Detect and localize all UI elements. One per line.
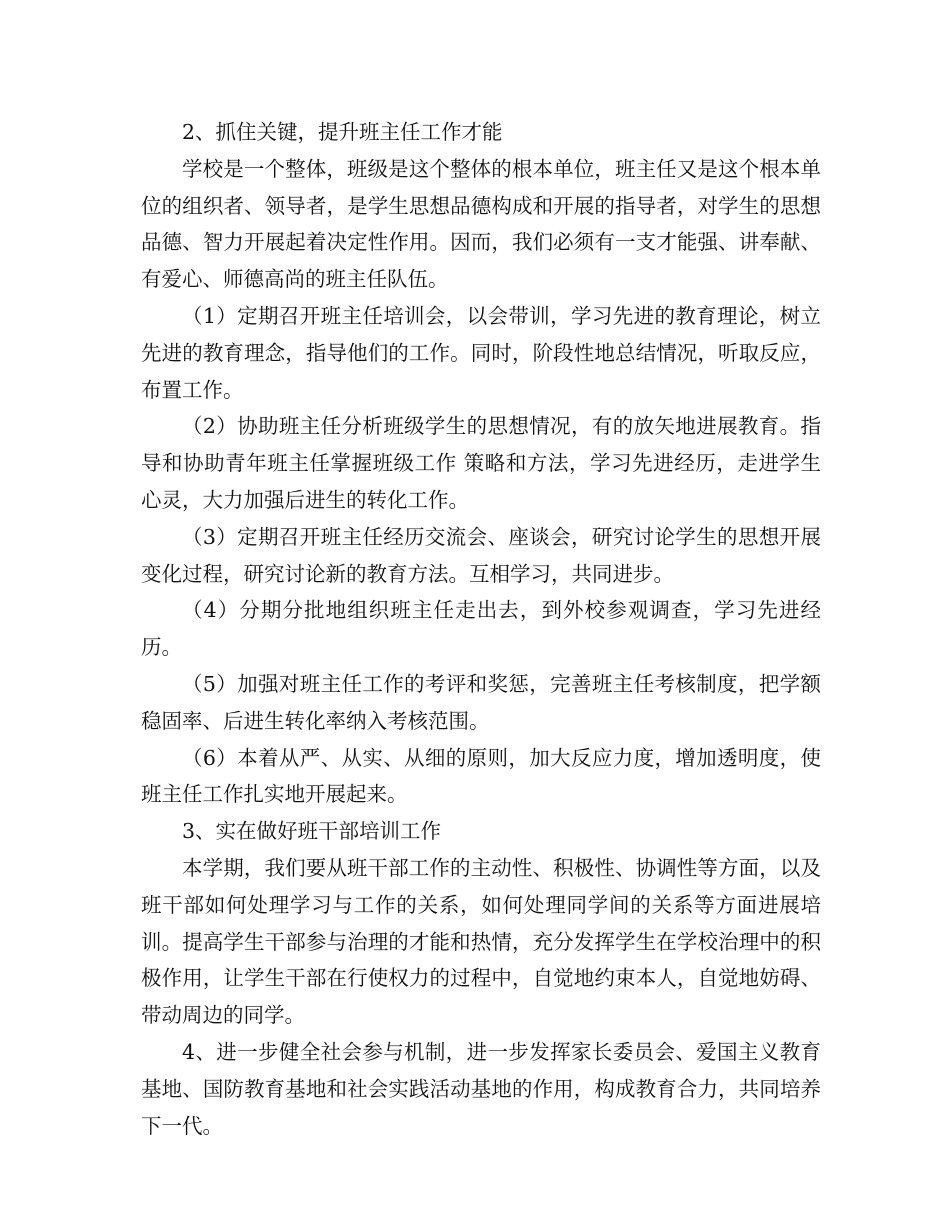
body-paragraph: 4、进一步健全社会参与机制，进一步发挥家长委员会、爱国主义教育基地、国防教育基地和社会实践活动基地的作用，构成教育合力，共同培养下一代。	[141, 1039, 821, 1138]
section-heading: 2、抓住关键，提升班主任工作才能	[182, 120, 503, 144]
list-item: （5）加强对班主任工作的考评和奖惩，完善班主任考核制度，把学额稳固率、后进生转化率纳入考核范围。	[141, 671, 821, 733]
body-paragraph: 学校是一个整体，班级是这个整体的根本单位，班主任又是这个根本单位的组织者、领导者，是学生思想品德构成和开展的指导者，对学生的思想品德、智力开展起着决定性作用。因而，我们必须有一支才能强、讲奉献、有爱心、师德高尚的班主任队伍。	[141, 156, 821, 292]
list-item: （2）协助班主任分析班级学生的思想情况，有的放矢地进展教育。指导和协助青年班主任掌握班级工作 策略和方法，学习先进经历，走进学生心灵，大力加强后进生的转化工作。	[141, 414, 821, 512]
section-heading: 3、实在做好班干部培训工作	[182, 819, 442, 844]
list-item: （4）分期分批地组织班主任走出去，到外校参观调查，学习先进经历。	[141, 598, 821, 660]
document-page	[141, 114, 821, 1144]
body-paragraph: 本学期，我们要从班干部工作的主动性、积极性、协调性等方面，以及班干部如何处理学习与工作的关系，如何处理同学间的关系等方面进展培训。提高学生干部参与治理的才能和热情，充分发挥学生在学校治理中的积极作用，让学生干部在行使权力的过程中，自觉地约束本人，自觉地妨碍、带动周边的同学。	[141, 855, 821, 1028]
list-item: （6）本着从严、从实、从细的原则，加大反应力度，增加透明度，使班主任工作扎实地开展起来。	[141, 745, 821, 807]
list-item: （1）定期召开班主任培训会，以会带训，学习先进的教育理论，树立先进的教育理念，指导他们的工作。同时，阶段性地总结情况，听取反应，布置工作。	[141, 303, 821, 402]
list-item: （3）定期召开班主任经历交流会、座谈会，研究讨论学生的思想开展变化过程，研究讨论新的教育方法。互相学习，共同进步。	[141, 524, 821, 586]
